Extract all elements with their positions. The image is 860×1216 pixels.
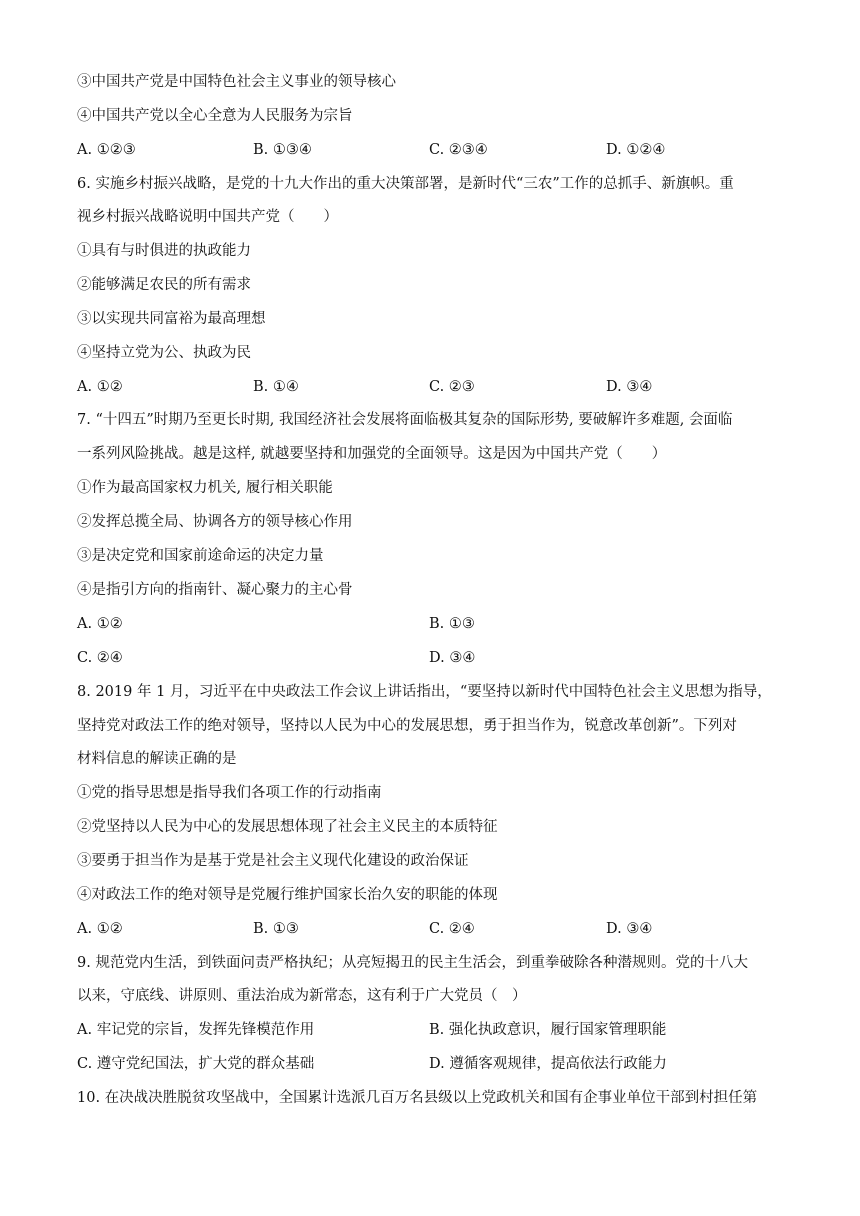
q9-options-row-1: [77, 1020, 797, 1040]
q9-option-c: C. 遵守党纪国法，扩大党的群众基础: [77, 1056, 315, 1072]
q8-statement-2: ②党坚持以人民为中心的发展思想体现了社会主义民主的本质特征: [77, 819, 498, 835]
q8-option-b: B. ①③: [253, 921, 299, 937]
q10-stem-line-1: 10. 在决战决胜脱贫攻坚战中，全国累计选派几百万名县级以上党政机关和国有企事业单位干部到村担任第: [77, 1090, 758, 1106]
q8-options: [77, 919, 797, 939]
q8-statement-1: ①党的指导思想是指导我们各项工作的行动指南: [77, 785, 382, 801]
q8-option-c: C. ②④: [429, 921, 475, 937]
q9-stem-line-2: 以来，守底线、讲原则、重法治成为新常态，这有利于广大党员（ ）: [77, 988, 527, 1004]
q6-statement-2: ②能够满足农民的所有需求: [77, 277, 251, 293]
q7-option-d: D. ③④: [429, 650, 476, 666]
q7-stem-line-1: 7. “十四五”时期乃至更长时期, 我国经济社会发展将面临极其复杂的国际形势, 要破解许多难题, 会面临: [77, 412, 733, 428]
q6-stem-line-2: 视乡村振兴战略说明中国共产党（ ）: [77, 209, 338, 225]
q7-option-c: C. ②④: [77, 650, 123, 666]
q7-options-row-1: [77, 614, 797, 634]
q7-stem-line-2: 一系列风险挑战。越是这样, 就越要坚持和加强党的全面领导。这是因为中国共产党（ ）: [77, 446, 667, 462]
q8-stem-line-1: 8. 2019 年 1 月，习近平在中央政法工作会议上讲话指出，“要坚持以新时代中国特色社会主义思想为指导，: [77, 684, 772, 700]
q9-option-b: B. 强化执政意识，履行国家管理职能: [429, 1022, 667, 1038]
q6-stem-line-1: 6. 实施乡村振兴战略，是党的十九大作出的重大决策部署，是新时代“三农”工作的总抓手、新旗帜。重: [77, 176, 734, 192]
q5-option-b: B. ①③④: [253, 142, 312, 158]
q6-options: [77, 377, 797, 397]
q7-option-a: A. ①②: [77, 616, 123, 632]
q9-options-row-2: [77, 1054, 797, 1074]
q7-option-b: B. ①③: [429, 616, 475, 632]
q8-statement-4: ④对政法工作的绝对领导是党履行维护国家长治久安的职能的体现: [77, 887, 498, 903]
q9-stem-line-1: 9. 规范党内生活，到铁面问责严格执纪；从亮短揭丑的民主生活会，到重拳破除各种潜规则。党的十八大: [77, 955, 748, 971]
q5-options: [77, 140, 797, 160]
q7-options-row-2: [77, 648, 797, 668]
q7-statement-3: ③是决定党和国家前途命运的决定力量: [77, 548, 324, 564]
q9-option-a: A. 牢记党的宗旨，发挥先锋模范作用: [77, 1022, 315, 1038]
q8-statement-3: ③要勇于担当作为是基于党是社会主义现代化建设的政治保证: [77, 853, 469, 869]
q8-stem-line-3: 材料信息的解读正确的是: [77, 751, 237, 767]
q7-statement-4: ④是指引方向的指南针、凝心聚力的主心骨: [77, 582, 353, 598]
q6-statement-4: ④坚持立党为公、执政为民: [77, 345, 251, 361]
q6-statement-3: ③以实现共同富裕为最高理想: [77, 311, 266, 327]
q6-option-b: B. ①④: [253, 379, 299, 395]
q8-option-d: D. ③④: [606, 921, 653, 937]
q5-option-c: C. ②③④: [429, 142, 488, 158]
q5-option-d: D. ①②④: [606, 142, 666, 158]
q8-stem-line-2: 坚持党对政法工作的绝对领导，坚持以人民为中心的发展思想，勇于担当作为，锐意改革创新”。下列对: [77, 718, 737, 734]
q7-statement-1: ①作为最高国家权力机关, 履行相关职能: [77, 480, 333, 496]
q8-option-a: A. ①②: [77, 921, 123, 937]
q9-option-d: D. 遵循客观规律，提高依法行政能力: [429, 1056, 667, 1072]
q6-option-a: A. ①②: [77, 379, 123, 395]
q5-statement-4: ④中国共产党以全心全意为人民服务为宗旨: [77, 108, 353, 124]
q7-statement-2: ②发挥总揽全局、协调各方的领导核心作用: [77, 514, 353, 530]
q5-option-a: A. ①②③: [77, 142, 136, 158]
q6-statement-1: ①具有与时俱进的执政能力: [77, 243, 251, 259]
q6-option-d: D. ③④: [606, 379, 653, 395]
q6-option-c: C. ②③: [429, 379, 475, 395]
q5-statement-3: ③中国共产党是中国特色社会主义事业的领导核心: [77, 74, 396, 90]
